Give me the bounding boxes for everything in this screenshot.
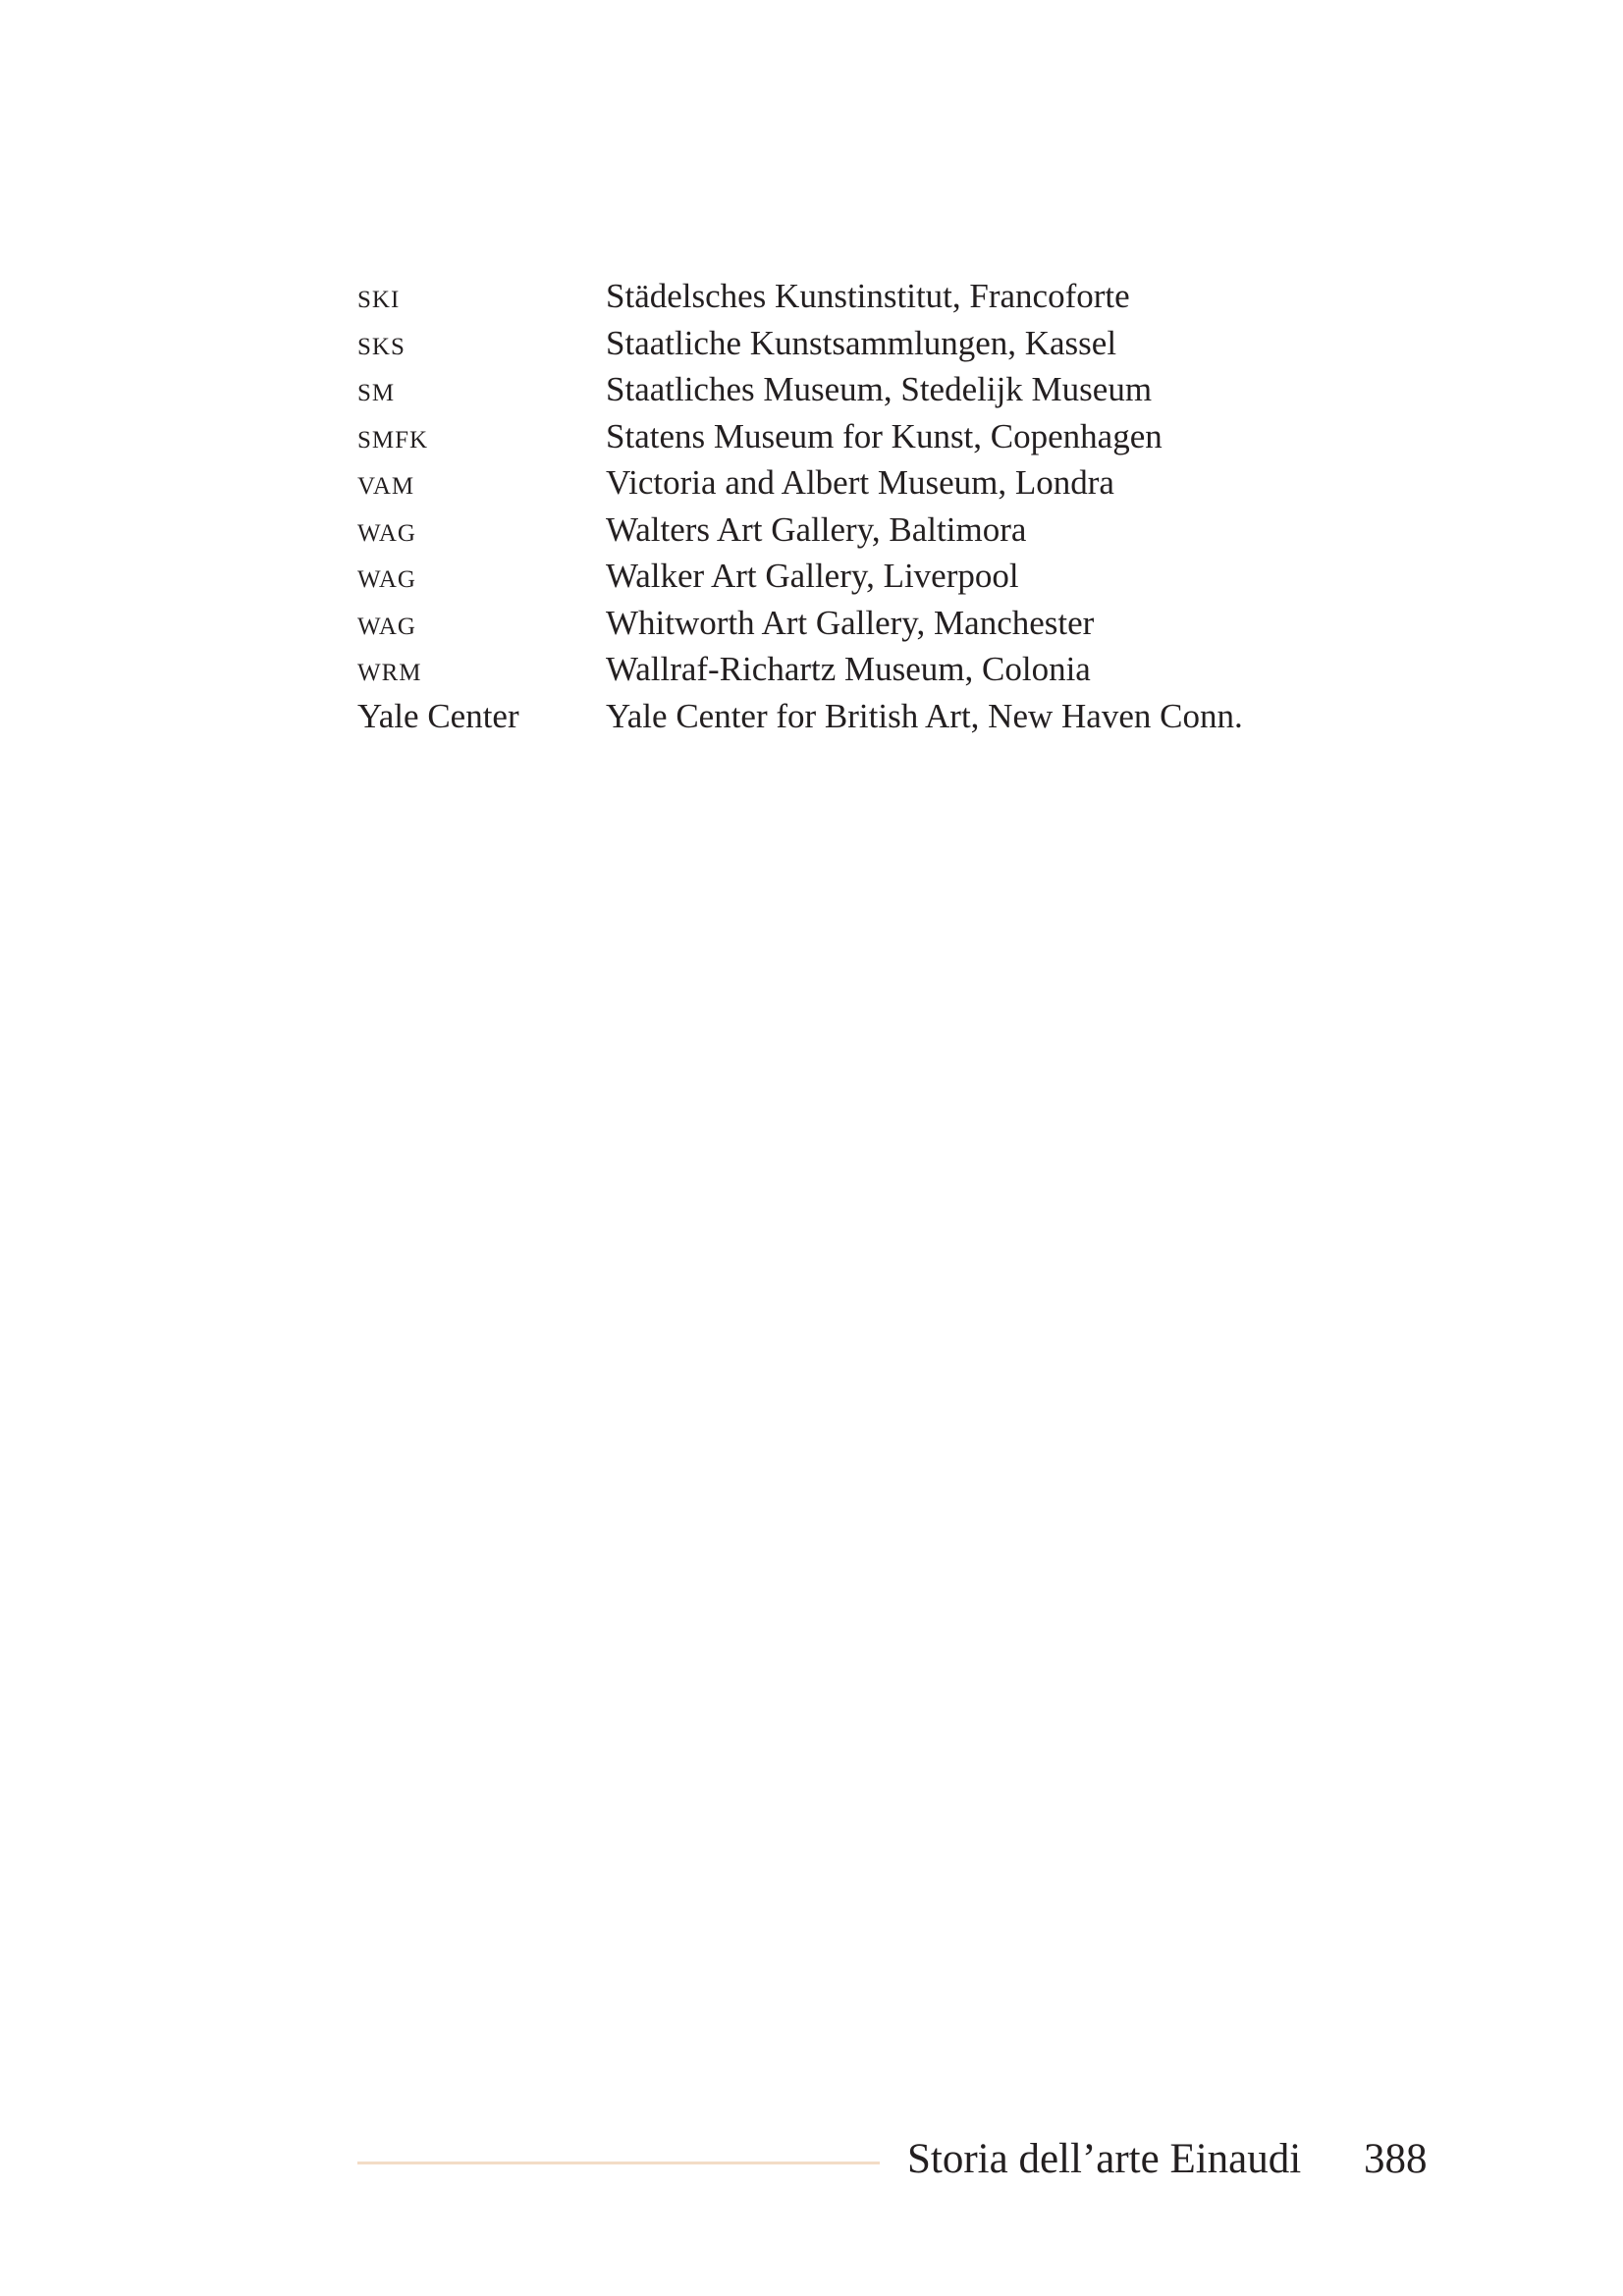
abbreviation-code: wag bbox=[357, 509, 416, 549]
abbreviation-code: smfk bbox=[357, 416, 429, 455]
footer-title: Storia dell’arte Einaudi bbox=[907, 2136, 1302, 2182]
abbreviation-description: Statens Museum for Kunst, Copenhagen bbox=[606, 416, 1163, 455]
abbreviation-code: sks bbox=[357, 323, 406, 362]
abbreviation-description: Yale Center for British Art, New Haven Conn. bbox=[606, 696, 1243, 735]
abbreviation-row bbox=[357, 507, 1437, 554]
abbreviation-row bbox=[357, 553, 1437, 600]
abbreviation-list bbox=[357, 273, 1437, 739]
abbreviation-code: wag bbox=[357, 603, 416, 642]
abbreviation-description: Wallraf-Richartz Museum, Colonia bbox=[606, 650, 1091, 688]
abbreviation-description: Whitworth Art Gallery, Manchester bbox=[606, 603, 1095, 642]
abbreviation-row bbox=[357, 366, 1437, 413]
abbreviation-description: Städelsches Kunstinstitut, Francoforte bbox=[606, 277, 1130, 315]
abbreviation-code: ski bbox=[357, 277, 401, 315]
abbreviation-row bbox=[357, 693, 1437, 740]
abbreviation-row bbox=[357, 646, 1437, 693]
abbreviation-code: vam bbox=[357, 463, 415, 502]
abbreviation-description: Staatliches Museum, Stedelijk Museum bbox=[606, 370, 1153, 408]
abbreviation-description: Victoria and Albert Museum, Londra bbox=[606, 463, 1114, 502]
abbreviation-code: Yale Center bbox=[357, 696, 519, 735]
abbreviation-row bbox=[357, 273, 1437, 320]
abbreviation-row bbox=[357, 600, 1437, 647]
abbreviation-row bbox=[357, 459, 1437, 507]
page-number: 388 bbox=[1364, 2136, 1428, 2182]
abbreviation-code: wag bbox=[357, 557, 416, 595]
abbreviation-description: Walker Art Gallery, Liverpool bbox=[606, 557, 1019, 595]
abbreviation-row bbox=[357, 413, 1437, 460]
page-footer bbox=[357, 2130, 1437, 2189]
abbreviation-code: wrm bbox=[357, 650, 422, 688]
abbreviation-description: Walters Art Gallery, Baltimora bbox=[606, 509, 1027, 549]
abbreviation-row bbox=[357, 320, 1437, 367]
abbreviation-description: Staatliche Kunstsammlungen, Kassel bbox=[606, 323, 1117, 362]
footer-rule bbox=[357, 2162, 880, 2164]
abbreviation-code: sm bbox=[357, 370, 396, 408]
